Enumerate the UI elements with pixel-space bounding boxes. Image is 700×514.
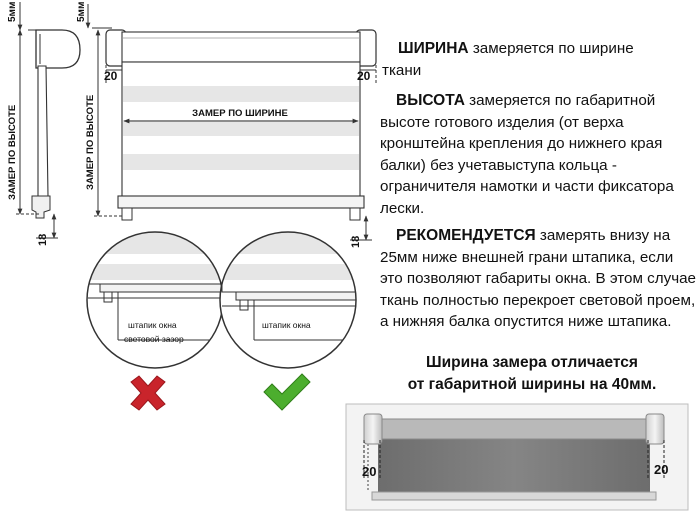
width-term: ШИРИНА [398, 40, 469, 57]
photo-fabric [378, 436, 650, 496]
photo-left-cap [364, 414, 382, 444]
front-right-offset-label: 20 [357, 69, 371, 83]
photo-bottom-rail [372, 492, 656, 500]
photo-roller [378, 419, 650, 439]
check-icon [264, 374, 310, 410]
front-bottom-rail [118, 196, 364, 208]
recommend-instruction [380, 225, 698, 333]
note-line2: от габаритной ширины на 40мм. [407, 376, 657, 393]
front-stripe-1 [123, 86, 359, 102]
side-5mm-label: 5мм [7, 1, 18, 22]
incorrect-gap-label: световой зазор [124, 334, 184, 344]
side-bottom-rail [32, 196, 50, 218]
width-desc-line1: замеряется по ширине [468, 40, 634, 57]
front-height-label: ЗАМЕР ПО ВЫСОТЕ [85, 94, 96, 190]
detail-incorrect [85, 230, 230, 410]
front-5mm-label: 5мм [76, 1, 87, 22]
front-left-clip [122, 208, 132, 220]
recommend-term: РЕКОМЕНДУЕТСЯ [396, 227, 536, 244]
correct-sill-label: штапик окна [262, 320, 311, 330]
side-height-label: ЗАМЕР ПО ВЫСОТЕ [7, 104, 18, 200]
width-difference-note [372, 352, 692, 396]
side-bracket-head [36, 30, 80, 68]
front-stripe-3 [123, 154, 359, 170]
note-line1: Ширина замера отличается [426, 354, 638, 371]
incorrect-sill-label: штапик окна [128, 320, 177, 330]
height-term: ВЫСОТА [396, 92, 465, 109]
photo-right-offset-label: 20 [654, 462, 669, 477]
height-desc: замеряется по габаритной высоте готового изделия (от верха кронштейна крепления до нижнего края балки) без учетавыступа кольца - ограничителя намотки и части фиксатора лески. [380, 92, 674, 217]
front-left-offset-label: 20 [104, 69, 118, 83]
front-view [76, 2, 376, 248]
product-photo [346, 404, 688, 510]
front-width-label: ЗАМЕР ПО ШИРИНЕ [192, 108, 288, 119]
height-instruction [380, 90, 698, 220]
side-fabric-line [38, 66, 48, 196]
recommend-desc: замерять внизу на 25мм ниже внешней грани штапика, если это позволяют габариты окна. В этом случае ткань полностью перекроет световой проем, а нижняя балка опустится ниже штапика. [380, 227, 697, 331]
photo-right-cap [646, 414, 664, 444]
side-profile-view [7, 2, 80, 246]
front-roller-tube [122, 32, 360, 62]
front-18-label: 18 [350, 235, 362, 248]
front-right-clip [350, 208, 360, 220]
side-18-label: 18 [37, 233, 49, 246]
detail-correct [218, 230, 366, 410]
front-stripe-2 [123, 120, 359, 136]
photo-left-offset-label: 20 [362, 464, 377, 479]
width-desc-line2: ткани [382, 61, 422, 79]
cross-icon [131, 376, 165, 410]
width-instruction [382, 38, 698, 81]
